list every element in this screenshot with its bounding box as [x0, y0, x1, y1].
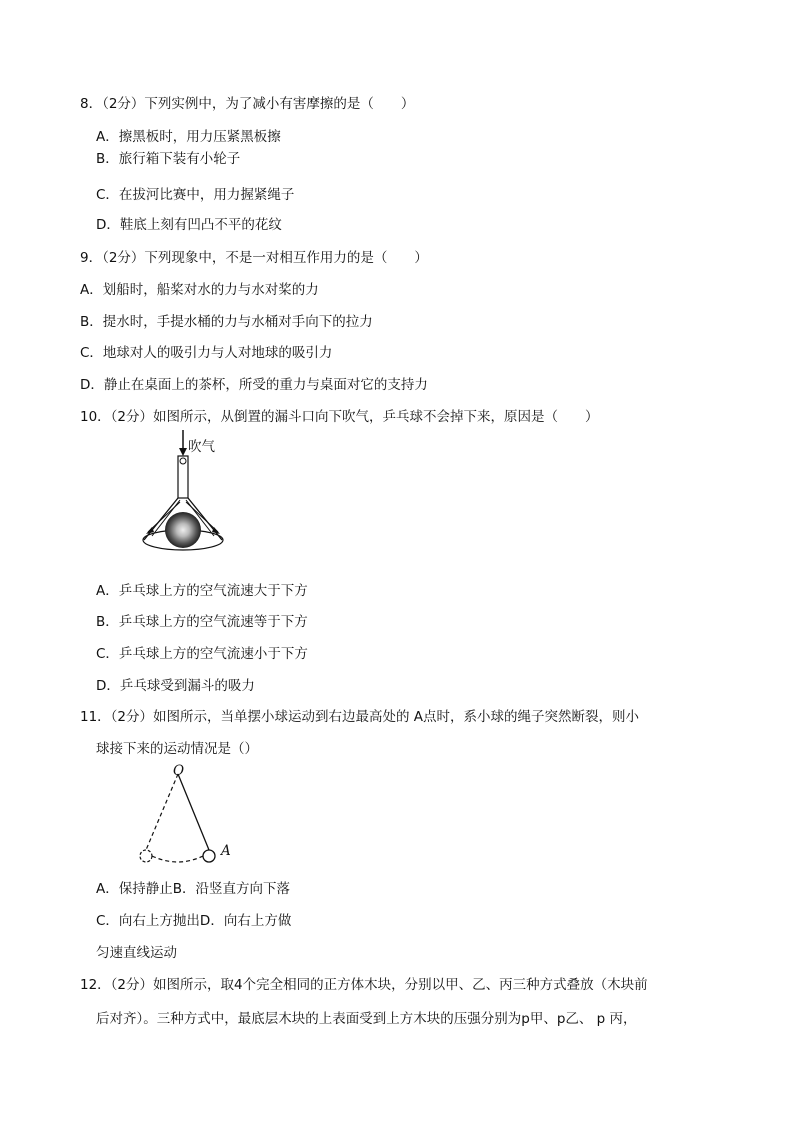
- q10-stem: 10．（2分）如图所示，从倒置的漏斗口向下吹气，乒乓球不会掉下来，原因是（ ）: [80, 409, 599, 425]
- q9-stem: 9．（2分）下列现象中，不是一对相互作用力的是（ ）: [80, 250, 428, 266]
- q10-option-c: C．乒乓球上方的空气流速小于下方: [96, 646, 308, 662]
- q10-option-a: A．乒乓球上方的空气流速大于下方: [96, 583, 308, 599]
- q10-figure-label-blow: 吹气: [188, 439, 215, 455]
- q11-figure-label-o: O: [173, 763, 185, 779]
- q11-stem-line1: 11．（2分）如图所示，当单摆小球运动到右边最高处的 A点时，系小球的绳子突然断裂，则小: [80, 709, 640, 725]
- q11-option-ab: A．保持静止B．沿竖直方向下落: [96, 881, 290, 897]
- q11-option-cd: C．向右上方抛出D．向右上方做: [96, 913, 292, 929]
- q9-option-b: B．提水时，手提水桶的力与水桶对手向下的拉力: [80, 314, 373, 330]
- q9-option-c: C．地球对人的吸引力与人对地球的吸引力: [80, 345, 333, 361]
- q10-option-d: D．乒乓球受到漏斗的吸力: [96, 678, 255, 694]
- q8-option-c: C．在拔河比赛中，用力握紧绳子: [96, 187, 295, 203]
- q8-option-d: D．鞋底上刻有凹凸不平的花纹: [96, 217, 282, 233]
- q11-stem-line2: 球接下来的运动情况是（）: [96, 741, 258, 757]
- q9-option-a: A．划船时，船桨对水的力与水对桨的力: [80, 282, 319, 298]
- q8-option-b: B．旅行箱下装有小轮子: [96, 151, 241, 167]
- q8-stem: 8．（2分）下列实例中，为了减小有害摩擦的是（ ）: [80, 96, 415, 112]
- q9-option-d: D．静止在桌面上的茶杯，所受的重力与桌面对它的支持力: [80, 377, 428, 393]
- q12-stem-line2: 后对齐）。三种方式中，最底层木块的上表面受到上方木块的压强分别为p甲、p乙、 p 丙，: [96, 1011, 637, 1027]
- q11-figure-label-a: A: [221, 843, 231, 859]
- q8-option-a: A．擦黑板时，用力压紧黑板擦: [96, 129, 281, 145]
- q12-stem-line1: 12．（2分）如图所示，取4个完全相同的正方体木块，分别以甲、乙、丙三种方式叠放（木块前: [80, 977, 648, 993]
- q11-option-d-continued: 匀速直线运动: [96, 945, 177, 961]
- q10-option-b: B．乒乓球上方的空气流速等于下方: [96, 614, 308, 630]
